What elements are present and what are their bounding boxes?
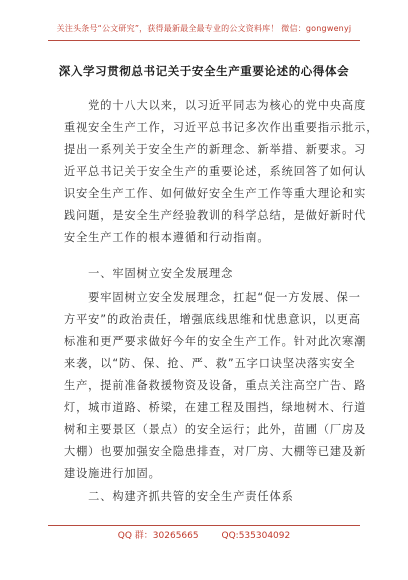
paragraph-line: 生产，提前准备救援物资及设备，重点关注高空广告、路 [64,379,367,392]
paragraph-line: 提出一系列关于安全生产的新理念、新举措、新要求。习 [64,143,367,156]
paragraph-line: 重视安全生产工作，习近平总书记多次作出重要指示批示， [64,121,379,134]
paragraph-line: 树和主要景区（景点）的安全运行；此外，苗圃（厂房及 [64,423,367,436]
paragraph-line: 大棚）也要加强安全隐患排查，对厂房、大棚等已建及新 [64,445,367,458]
section-heading-2 [64,486,346,508]
paragraph-line: 践问题，是安全生产经验教训的科学总结，是做好新时代 [64,209,367,222]
paragraph-line: 要牢固树立安全发展理念，扛起“促一方发展、保一 [64,291,361,304]
header-promo-note: 关注头条号“公文研究”，获得最新最全最专业的公文资料库！ 微信：gongwenyj [56,24,352,33]
paragraph-line: 安全生产工作的根本遵循和行动指南。 [64,231,270,244]
document-title: 深入学习贯彻总书记关于安全生产重要论述的心得体会 [58,64,350,78]
paragraph-1 [64,95,379,249]
paragraph-line: 方平安”的政治责任，增强底线思维和忧患意识，以更高 [64,313,361,326]
paragraph-line: 近平总书记关于安全生产的重要论述，系统回答了如何认 [64,165,367,178]
section-heading-text: 二、构建齐抓共管的安全生产责任体系 [64,490,294,503]
section-heading-text: 一、牢固树立安全发展理念 [64,267,234,280]
footer-contact-info: QQ 群：30265665 QQ:535304092 [117,531,291,541]
footer-divider [48,525,360,526]
section-heading-1 [64,263,346,285]
paragraph-line: 灯，城市道路、桥梁，在建工程及围挡，绿地树木、行道 [64,401,367,414]
header-divider [48,40,360,41]
paragraph-2 [64,287,367,485]
paragraph-line: 来袭，以“防、保、抢、严、救”五字口诀坚决落实安全 [64,357,356,370]
paragraph-line: 建设施进行加固。 [64,467,161,480]
paragraph-line: 识安全生产工作、如何做好安全生产工作等重大理论和实 [64,187,367,200]
paragraph-line: 标准和更严要求做好今年的安全生产工作。针对此次寒潮 [64,335,367,348]
paragraph-line: 党的十八大以来，以习近平同志为核心的党中央高度 [64,99,367,112]
